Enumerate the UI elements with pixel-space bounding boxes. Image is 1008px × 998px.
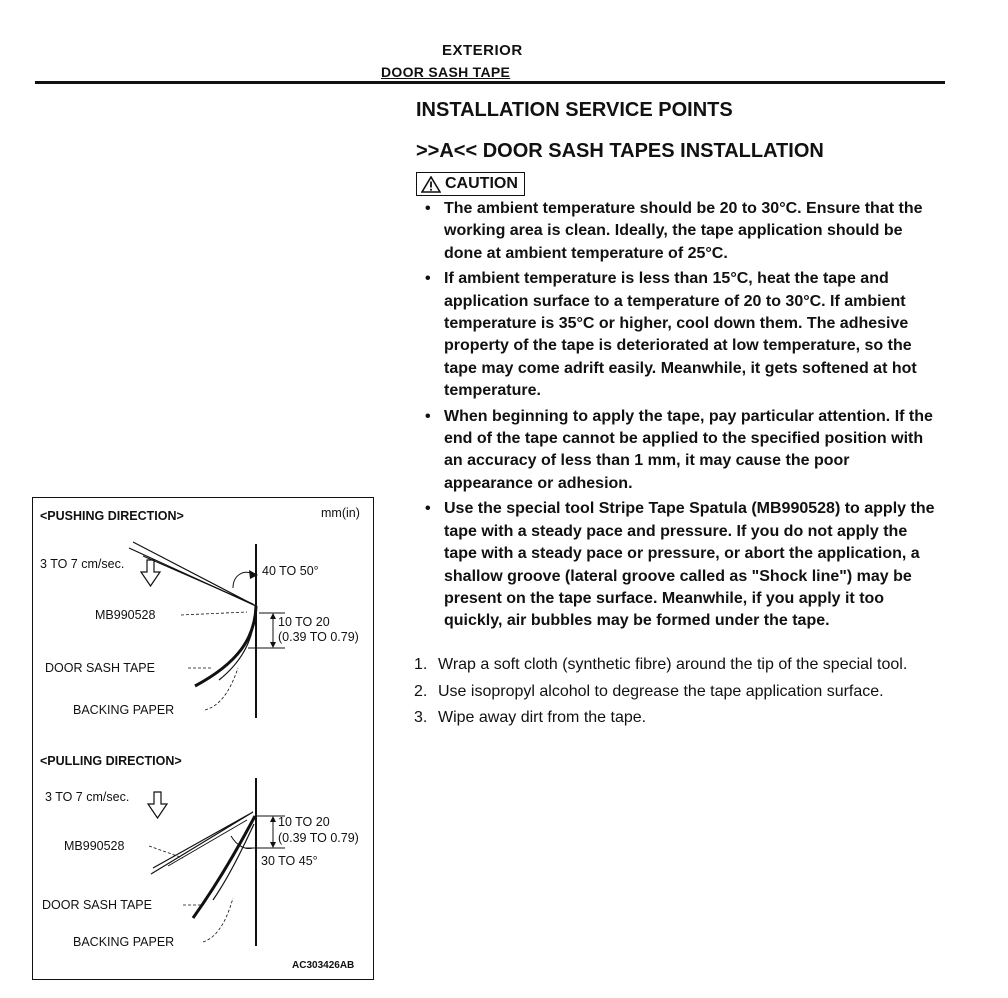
header-rule (35, 81, 945, 84)
step-number: 3. (414, 709, 428, 726)
pulling-offset-label: 10 TO 20 (278, 815, 330, 829)
warning-triangle-icon (421, 176, 441, 193)
pushing-angle-label: 40 TO 50° (262, 564, 319, 578)
caution-text: When beginning to apply the tape, pay particular attention. If the end of the tape cannot be applied to the specified position with an accuracy of less than 1 mm, it may cause the poor appearance or adhesion. (444, 407, 933, 492)
caution-item (422, 406, 942, 496)
caution-text: The ambient temperature should be 20 to 30°C. Ensure that the working area is clean. Ideally, the tape application should be done at ambient temperature of 25°C. (444, 200, 923, 262)
pushing-paper-label: BACKING PAPER (73, 703, 175, 717)
pulling-paper-label: BACKING PAPER (73, 935, 175, 949)
step-number: 2. (414, 682, 428, 700)
pushing-heading: <PUSHING DIRECTION> (40, 509, 184, 523)
page-title: INSTALLATION SERVICE POINTS (416, 99, 733, 121)
caution-label: CAUTION (445, 175, 518, 192)
pushing-speed-label: 3 TO 7 cm/sec. (40, 557, 125, 571)
figure-code: AC303426AB (292, 960, 355, 971)
pulling-tool-label: MB990528 (64, 839, 125, 853)
bullet-icon: • (425, 407, 431, 425)
caution-text: If ambient temperature is less than 15°C, heat the tape and application surface to a temperature of 20 to 30°C. If ambient temperature is 35°C or higher, cool down them. The adhesive property of the tape is deteriorated at low temperature, so the tape may come adrift easily. Meanwhile, it gets softened at hot temperature. (444, 270, 917, 400)
subsection-title: DOOR SASH TAPE (381, 64, 511, 80)
caution-text: Use the special tool Stripe Tape Spatula (MB990528) to apply the tape with a steady pace and pressure. If you do not apply the tape with a steady pace or pressure, or abort the application, a shallow groove (lateral groove called as "Shock line") may be present on the tape surface. Meanwhile, if you apply it too quickly, air bubbles may be formed under the tape. (444, 500, 935, 630)
pulling-tape-label: DOOR SASH TAPE (42, 898, 152, 912)
step-text: Wrap a soft cloth (synthetic fibre) around the tip of the special tool. (438, 656, 908, 673)
caution-item (422, 498, 942, 632)
pushing-offset-label: 10 TO 20 (278, 615, 330, 629)
pushing-offset-inch-label: (0.39 TO 0.79) (278, 630, 359, 644)
down-arrow-icon (141, 560, 160, 586)
procedure-steps (414, 654, 934, 734)
section-title: EXTERIOR (442, 42, 523, 59)
caution-list (422, 198, 942, 636)
step-text: Use isopropyl alcohol to degrease the tape application surface. (438, 682, 884, 700)
caution-item (422, 198, 942, 265)
pulling-speed-label: 3 TO 7 cm/sec. (45, 790, 130, 804)
step-text: Wipe away dirt from the tape. (438, 709, 647, 726)
bullet-icon: • (425, 500, 431, 518)
down-arrow-icon (148, 792, 167, 818)
pulling-heading: <PULLING DIRECTION> (40, 754, 182, 768)
pulling-offset-inch-label: (0.39 TO 0.79) (278, 831, 359, 845)
procedure-title: >>A<< DOOR SASH TAPES INSTALLATION (416, 140, 824, 162)
procedure-step (414, 654, 934, 676)
step-number: 1. (414, 656, 428, 673)
pulling-angle-label: 30 TO 45° (261, 854, 318, 868)
caution-item (422, 268, 942, 402)
pushing-tool-label: MB990528 (95, 608, 156, 622)
procedure-step (414, 707, 934, 729)
caution-box (416, 172, 525, 196)
pushing-tape-label: DOOR SASH TAPE (45, 661, 155, 675)
bullet-icon: • (425, 200, 431, 217)
installation-figure (32, 497, 374, 980)
bullet-icon: • (425, 270, 431, 288)
procedure-step (414, 681, 934, 703)
unit-label: mm(in) (321, 506, 360, 520)
